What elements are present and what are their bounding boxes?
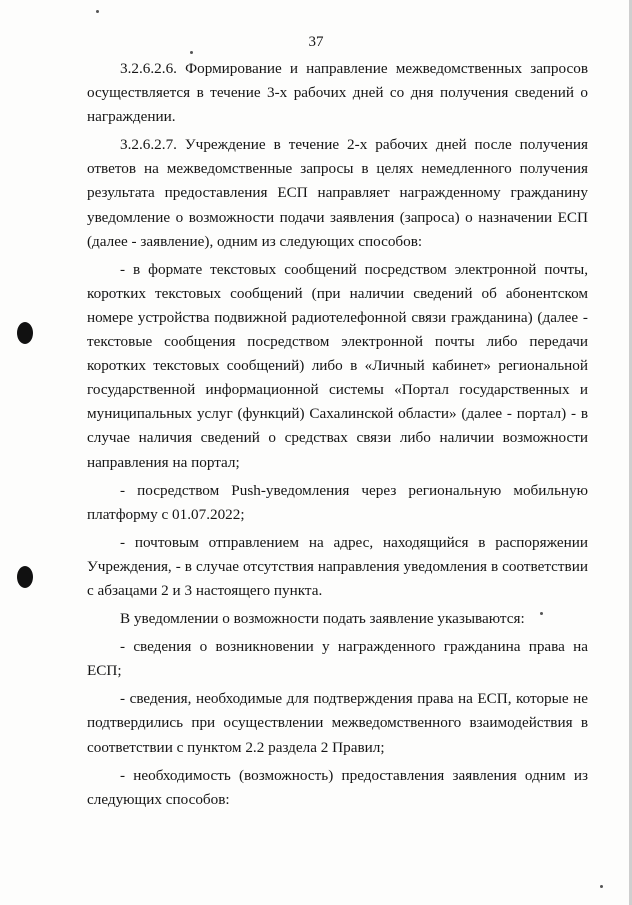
paragraph-postal-mail: - почтовым отправлением на адрес, находящийся в распоряжении Учреждения, - в случае отсутствия направления уведомления в соответствии с абзацами 2 и 3 настоящего пункта.: [87, 533, 588, 599]
scan-speck: [96, 10, 99, 13]
document-body: [87, 57, 588, 816]
page-number: 37: [308, 34, 324, 50]
scan-speck: [540, 612, 543, 615]
binder-hole-bottom: [17, 566, 33, 588]
paragraph-notification-contents: В уведомлении о возможности подать заявление указываются:: [120, 610, 525, 628]
paragraph-push-notification: - посредством Push-уведомления через региональную мобильную платформу с 01.07.2022;: [87, 481, 588, 523]
scan-speck: [190, 51, 193, 54]
binder-hole-top: [17, 322, 33, 344]
scan-speck: [600, 885, 603, 888]
paragraph-3-2-6-2-7: 3.2.6.2.7. Учреждение в течение 2-х рабочих дней после получения ответов на межведомственные запросы в целях немедленного получения результата предоставления ЕСП направляет награжденному гражданину уведомление о возможности подачи заявления (запроса) о назначении ЕСП (далее - заявление), одним из следующих способов:: [87, 136, 588, 250]
paragraph-3-2-6-2-6: 3.2.6.2.6. Формирование и направление межведомственных запросов осуществляется в течение 3-х рабочих дней со дня получения сведений о награждении.: [87, 60, 588, 126]
paragraph-right-info: - сведения о возникновении у награжденного гражданина права на ЕСП;: [87, 638, 588, 680]
paragraph-submission-methods: - необходимость (возможность) предоставления заявления одним из следующих способов:: [87, 766, 588, 808]
paragraph-required-info: - сведения, необходимые для подтверждения права на ЕСП, которые не подтвердились при осуществлении межведомственного взаимодействия в соответствии с пунктом 2.2 раздела 2 Правил;: [87, 690, 588, 756]
paragraph-email-sms-portal: - в формате текстовых сообщений посредством электронной почты, коротких текстовых сообщений (при наличии сведений об абонентском номере устройства подвижной радиотелефонной связи гражданина) (далее - текстовые сообщения посредством электронной почты либо передачи коротких текстовых сообщений) либо в «Личный кабинет» региональной государственной информационной системы «Портал государственных и муниципальных услуг (функций) Сахалинской области» (далее - портал) - в случае наличия сведений о средствах связи либо наличии возможности направления на портал;: [87, 260, 588, 471]
